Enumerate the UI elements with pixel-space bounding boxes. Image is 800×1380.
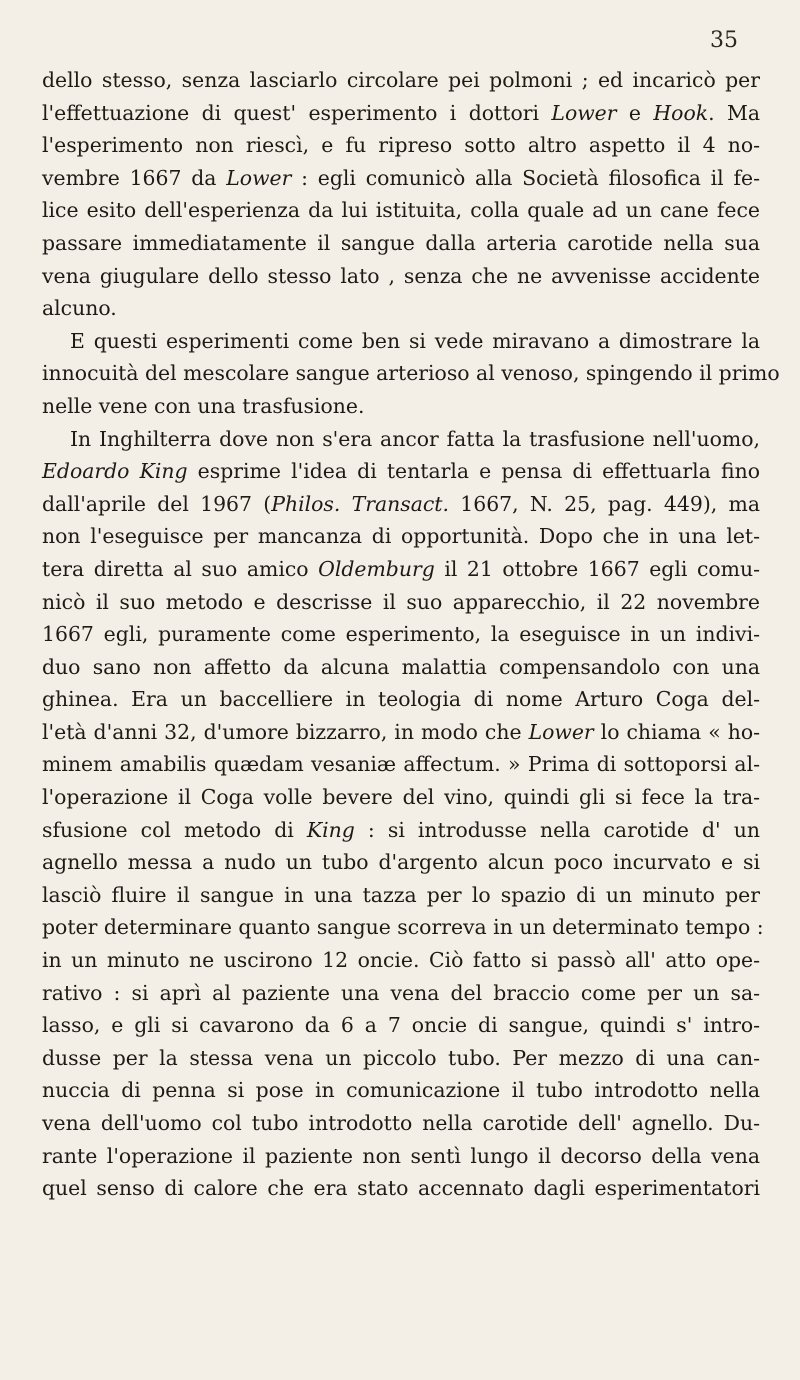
text-line: [42, 227, 760, 260]
text-line: [42, 260, 760, 293]
text-run: In Inghilterra dove non s'era ancor fatta la trasfusione nell'uomo,: [70, 426, 760, 451]
text-run: lice esito dell'esperienza da lui istituita, colla quale ad un cane fece: [42, 198, 760, 223]
text-run: 1667 egli, puramente come esperimento, la eseguisce in un indivi-: [42, 622, 760, 647]
text-line: [42, 292, 760, 325]
text-run: esprime l'idea di tentarla e pensa di effettuarla fino: [187, 459, 760, 484]
italic-text: Oldemburg: [318, 556, 435, 581]
text-run: poter determinare quanto sangue scorreva in un determinato tempo :: [42, 915, 764, 940]
text-run: lasciò fluire il sangue in una tazza per lo spazio di un minuto per: [42, 882, 760, 907]
text-line: [42, 1009, 760, 1042]
page-number: 35: [710, 28, 738, 53]
text-run: non l'eseguisce per mancanza di opportunità. Dopo che in una let-: [42, 524, 760, 549]
italic-text: Lower: [528, 719, 594, 744]
text-line: [42, 683, 760, 716]
text-line: [42, 129, 760, 162]
text-run: . Ma: [708, 100, 761, 125]
text-line: [42, 879, 760, 912]
text-line: [42, 423, 760, 456]
text-line: [42, 944, 760, 977]
text-line: [42, 1042, 760, 1075]
text-line: [42, 1074, 760, 1107]
text-line: [42, 814, 760, 847]
text-run: passare immediatamente il sangue dalla arteria carotide nella sua: [42, 230, 760, 255]
text-run: il 21 ottobre 1667 egli comu-: [434, 556, 760, 581]
text-run: e: [616, 100, 654, 125]
text-line: [42, 716, 760, 749]
text-run: lo chiama « ho-: [593, 719, 760, 744]
text-line: [42, 1172, 760, 1205]
italic-text: King: [306, 817, 355, 842]
text-line: [42, 618, 760, 651]
text-line: [42, 1140, 760, 1173]
text-line: [42, 390, 760, 423]
text-line: [42, 651, 760, 684]
text-line: [42, 97, 760, 130]
text-run: rativo : si aprì al paziente una vena del braccio come per un sa-: [42, 980, 760, 1005]
italic-text: Philos. Transact.: [271, 491, 449, 516]
text-line: [42, 325, 760, 358]
text-line: [42, 911, 764, 944]
text-line: [42, 781, 760, 814]
text-line: [42, 748, 760, 781]
text-run: E questi esperimenti come ben si vede miravano a dimostrare la: [70, 328, 760, 353]
text-line: [42, 553, 760, 586]
text-run: dall'aprile del 1967 (: [42, 491, 272, 516]
text-run: agnello messa a nudo un tubo d'argento alcun poco incurvato e si: [42, 850, 760, 875]
text-run: : egli comunicò alla Società filosofica il fe-: [291, 165, 760, 190]
text-line: [42, 357, 780, 390]
text-run: alcuno.: [42, 296, 117, 321]
text-run: in un minuto ne uscirono 12 oncie. Ciò fatto si passò all' atto ope-: [42, 948, 760, 973]
italic-text: Lower: [226, 165, 292, 190]
text-line: [42, 194, 760, 227]
text-run: ghinea. Era un baccelliere in teologia di nome Arturo Coga del-: [42, 687, 760, 712]
text-run: dello stesso, senza lasciarlo circolare pei polmoni ; ed incaricò per: [42, 68, 760, 92]
text-run: sfusione col metodo di: [42, 817, 307, 842]
text-line: [42, 64, 760, 97]
text-line: [42, 520, 760, 553]
text-run: dusse per la stessa vena un piccolo tubo. Per mezzo di una can-: [42, 1045, 760, 1070]
text-run: duo sano non affetto da alcuna malattia compensandolo con una: [42, 654, 760, 679]
italic-text: Hook: [653, 100, 709, 125]
text-run: rante l'operazione il paziente non sentì lungo il decorso della vena: [42, 1143, 760, 1168]
text-line: [42, 162, 760, 195]
text-run: l'operazione il Coga volle bevere del vino, quindi gli si fece la tra-: [42, 785, 760, 810]
text-line: [42, 455, 760, 488]
text-run: nelle vene con una trasfusione.: [42, 393, 365, 418]
italic-text: Lower: [551, 100, 617, 125]
text-run: vena giugulare dello stesso lato , senza che ne avvenisse accidente: [42, 263, 760, 288]
text-run: innocuità del mescolare sangue arterioso al venoso, spingendo il primo: [42, 361, 780, 386]
italic-text: Edoardo King: [42, 459, 188, 484]
text-run: : si introdusse nella carotide d' un: [354, 817, 760, 842]
body-text: [42, 64, 780, 1205]
text-run: quel senso di calore che era stato accennato dagli esperimentatori: [42, 1176, 760, 1201]
text-run: l'effettuazione di quest' esperimento i dottori: [42, 100, 552, 125]
text-run: tera diretta al suo amico: [42, 556, 319, 581]
text-run: vembre 1667 da: [42, 165, 227, 190]
text-run: vena dell'uomo col tubo introdotto nella carotide dell' agnello. Du-: [42, 1111, 760, 1135]
text-run: minem amabilis quædam vesaniæ affectum. » Prima di sottoporsi al-: [42, 752, 760, 777]
text-run: nicò il suo metodo e descrisse il suo apparecchio, il 22 novembre: [42, 589, 760, 614]
text-line: [42, 488, 760, 521]
text-run: l'età d'anni 32, d'umore bizzarro, in modo che: [42, 719, 529, 744]
text-run: 1667, N. 25, pag. 449), ma: [448, 491, 761, 516]
text-run: l'esperimento non riescì, e fu ripreso sotto altro aspetto il 4 no-: [42, 133, 760, 158]
text-line: [42, 1107, 760, 1140]
text-run: lasso, e gli si cavarono da 6 a 7 oncie di sangue, quindi s' intro-: [42, 1013, 760, 1038]
text-run: nuccia di penna si pose in comunicazione il tubo introdotto nella: [42, 1078, 760, 1103]
text-line: [42, 846, 760, 879]
text-line: [42, 586, 760, 619]
text-line: [42, 977, 760, 1010]
